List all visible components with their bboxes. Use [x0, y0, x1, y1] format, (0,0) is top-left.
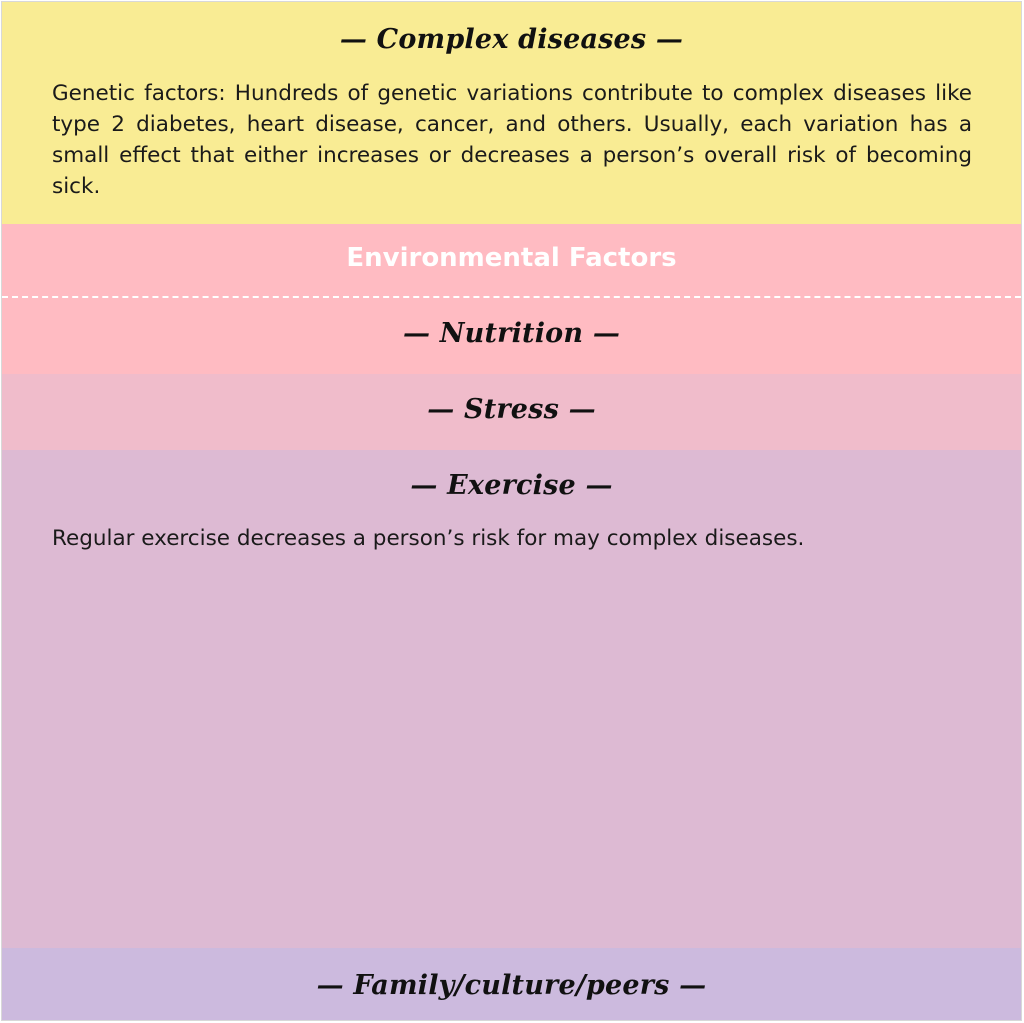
complex-diseases-description: Genetic factors: Hundreds of genetic variations contribute to complex diseases like type 2 diabetes, heart disease, cancer, and others. Usually, each variation has a small effect that either increases or decreases a person’s overall risk of becoming sick. [52, 81, 972, 199]
complex-diseases-section [2, 2, 1021, 224]
nutrition-heading: — Nutrition — [402, 318, 621, 349]
exercise-description: Regular exercise decreases a person’s risk for may complex diseases. [52, 526, 805, 551]
stress-heading: — Stress — [427, 394, 596, 425]
exercise-section[interactable] [2, 450, 1021, 948]
environmental-factors-header [2, 224, 1021, 298]
complex-diseases-heading: — Complex diseases — [339, 24, 684, 55]
family-culture-peers-section[interactable] [2, 948, 1021, 1021]
nutrition-section[interactable] [2, 298, 1021, 374]
family-culture-peers-heading: — Family/culture/peers — [316, 970, 707, 1001]
environmental-factors-title: Environmental Factors [346, 243, 677, 273]
stress-section[interactable] [2, 374, 1021, 450]
page-frame [1, 1, 1022, 1021]
exercise-heading: — Exercise — [410, 470, 613, 501]
